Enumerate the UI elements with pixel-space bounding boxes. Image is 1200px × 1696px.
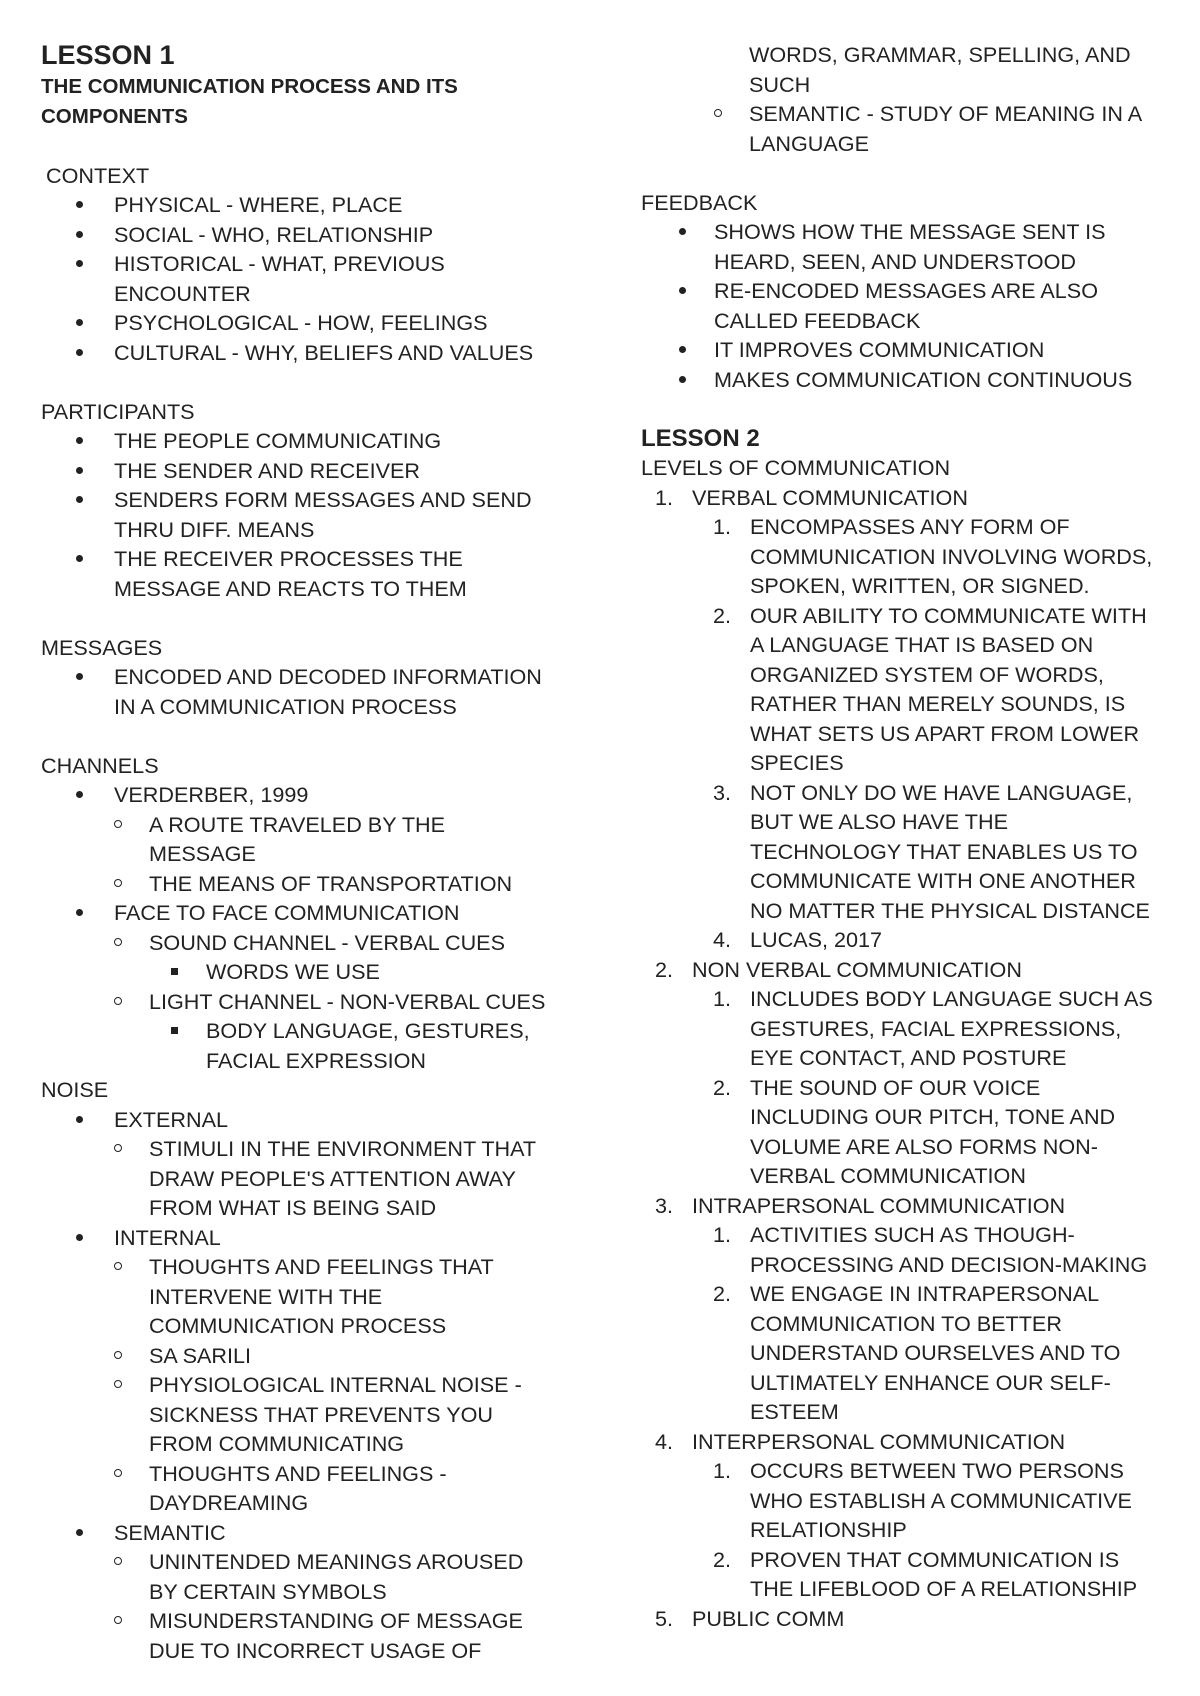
list-item: SOUND CHANNEL - VERBAL CUES (41, 928, 601, 958)
list-item: ENCODED AND DECODED INFORMATION (41, 662, 601, 692)
circle-bullet-icon (114, 1469, 122, 1477)
list-item-continuation: MESSAGE (149, 841, 256, 866)
list-item-continuation: SPECIES (750, 750, 844, 775)
list-item-continuation: COMMUNICATE WITH ONE ANOTHER (750, 868, 1136, 893)
list-item: HISTORICAL - WHAT, PREVIOUS (41, 249, 601, 279)
bullet-icon (76, 201, 83, 208)
list-item: MISUNDERSTANDING OF MESSAGE (41, 1606, 601, 1636)
list-item-continuation: VOLUME ARE ALSO FORMS NON- (750, 1133, 1098, 1159)
bullet-icon (679, 346, 686, 353)
list-item: SHOWS HOW THE MESSAGE SENT IS (641, 217, 1181, 247)
list-item-continuation: FACIAL EXPRESSION (206, 1047, 427, 1073)
circle-bullet-icon (114, 1351, 122, 1359)
noise-heading: NOISE (41, 1077, 109, 1102)
list-item: A ROUTE TRAVELED BY THE (41, 810, 601, 840)
list-item: BODY LANGUAGE, GESTURES, (41, 1016, 601, 1046)
list-item: CULTURAL - WHY, BELIEFS AND VALUES (41, 338, 601, 368)
list-item-continuation: GESTURES, FACIAL EXPRESSIONS, (750, 1015, 1122, 1041)
list-item: WORDS WE USE (41, 957, 601, 987)
messages-heading: MESSAGES (41, 634, 163, 660)
list-item: MAKES COMMUNICATION CONTINUOUS (641, 365, 1181, 395)
circle-bullet-icon (114, 997, 122, 1005)
list-item-continuation: COMMUNICATION INVOLVING WORDS, (750, 543, 1153, 569)
list-item: UNINTENDED MEANINGS AROUSED (41, 1547, 601, 1577)
circle-bullet-icon (114, 1380, 122, 1388)
bullet-icon (76, 231, 83, 238)
list-item-continuation: WHO ESTABLISH A COMMUNICATIVE (750, 1487, 1132, 1513)
list-item: INTERNAL (41, 1223, 601, 1253)
circle-bullet-icon (114, 879, 122, 887)
list-item-continuation: RATHER THAN MERELY SOUNDS, IS (750, 691, 1126, 716)
numbered-item: 2. NON VERBAL COMMUNICATION (655, 956, 1022, 982)
list-item: SOCIAL - WHO, RELATIONSHIP (41, 220, 601, 250)
list-item-continuation: WHAT SETS US APART FROM LOWER (750, 720, 1140, 746)
numbered-subitem: 1. INCLUDES BODY LANGUAGE SUCH AS (713, 986, 1153, 1011)
bullet-icon (76, 1234, 83, 1241)
list-item-continuation: ORGANIZED SYSTEM OF WORDS, (750, 661, 1104, 687)
list-item-continuation: SPOKEN, WRITTEN, OR SIGNED. (750, 573, 1090, 598)
list-item-continuation: TECHNOLOGY THAT ENABLES US TO (750, 838, 1138, 864)
list-item: THE MEANS OF TRANSPORTATION (41, 869, 601, 899)
circle-bullet-icon (114, 938, 122, 946)
lesson-1-subtitle-line-1: THE COMMUNICATION PROCESS AND ITS (41, 75, 458, 98)
list-item: EXTERNAL (41, 1105, 601, 1135)
list-item: PHYSICAL - WHERE, PLACE (41, 190, 601, 220)
bullet-icon (76, 437, 83, 444)
list-item: VERDERBER, 1999 (41, 780, 601, 810)
bullet-icon (76, 496, 83, 503)
list-item-continuation: FROM WHAT IS BEING SAID (149, 1195, 437, 1220)
numbered-subitem: 4. LUCAS, 2017 (713, 927, 883, 952)
bullet-icon (679, 287, 686, 294)
list-item-continuation: RELATIONSHIP (750, 1517, 907, 1542)
list-item-continuation: PROCESSING AND DECISION-MAKING (750, 1251, 1148, 1277)
list-item: IT IMPROVES COMMUNICATION (641, 335, 1181, 365)
bullet-icon (679, 228, 686, 235)
bullet-icon (76, 467, 83, 474)
list-item-continuation: ESTEEM (750, 1399, 839, 1424)
bullet-icon (76, 555, 83, 562)
list-item: FACE TO FACE COMMUNICATION (41, 898, 601, 928)
right-column (641, 40, 1181, 1633)
bullet-icon (76, 349, 83, 356)
list-item-continuation: WORDS, GRAMMAR, SPELLING, AND (749, 42, 1131, 67)
bullet-icon (76, 1529, 83, 1536)
list-item-continuation: COMMUNICATION TO BETTER (750, 1310, 1062, 1336)
participants-heading: PARTICIPANTS (41, 398, 195, 424)
circle-bullet-icon (114, 1144, 122, 1152)
list-item-continuation: IN A COMMUNICATION PROCESS (114, 693, 457, 719)
list-item-continuation: UNDERSTAND OURSELVES AND TO (750, 1340, 1121, 1365)
list-item-continuation: ULTIMATELY ENHANCE OUR SELF- (750, 1369, 1111, 1395)
list-item-continuation: SICKNESS THAT PREVENTS YOU (149, 1401, 493, 1427)
numbered-subitem: 1. ACTIVITIES SUCH AS THOUGH- (713, 1222, 1075, 1247)
lesson-1-subtitle-line-2: COMPONENTS (41, 104, 188, 128)
list-item: THE SENDER AND RECEIVER (41, 456, 601, 486)
list-item-continuation: VERBAL COMMUNICATION (750, 1163, 1026, 1188)
numbered-item: 1. VERBAL COMMUNICATION (655, 484, 968, 510)
list-item: THE RECEIVER PROCESSES THE (41, 544, 601, 574)
list-item: SENDERS FORM MESSAGES AND SEND (41, 485, 601, 515)
bullet-icon (679, 376, 686, 383)
bullet-icon (76, 909, 83, 916)
list-item-continuation: SUCH (749, 71, 811, 97)
bullet-icon (76, 1116, 83, 1123)
list-item-continuation: DAYDREAMING (149, 1490, 309, 1515)
list-item: PHYSIOLOGICAL INTERNAL NOISE - (41, 1370, 601, 1400)
list-item: PSYCHOLOGICAL - HOW, FEELINGS (41, 308, 601, 338)
list-item: THOUGHTS AND FEELINGS - (41, 1459, 601, 1489)
lesson-2-title: LESSON 2 (641, 424, 760, 452)
circle-bullet-icon (114, 1616, 122, 1624)
numbered-subitem: 2. THE SOUND OF OUR VOICE (713, 1074, 1041, 1100)
list-item: RE-ENCODED MESSAGES ARE ALSO (641, 276, 1181, 306)
circle-bullet-icon (714, 109, 722, 117)
list-item-continuation: BUT WE ALSO HAVE THE (750, 809, 1008, 834)
numbered-subitem: 2. OUR ABILITY TO COMMUNICATE WITH (713, 602, 1147, 628)
numbered-item: 3. INTRAPERSONAL COMMUNICATION (655, 1192, 1066, 1218)
numbered-item: 5. PUBLIC COMM (655, 1605, 845, 1631)
list-item-continuation: HEARD, SEEN, AND UNDERSTOOD (714, 248, 1076, 274)
list-item-continuation: CALLED FEEDBACK (714, 307, 921, 333)
bullet-icon (76, 319, 83, 326)
numbered-subitem: 2. PROVEN THAT COMMUNICATION IS (713, 1546, 1120, 1572)
list-item-continuation: THE LIFEBLOOD OF A RELATIONSHIP (750, 1576, 1138, 1601)
list-item: SA SARILI (41, 1341, 601, 1371)
list-item-continuation: BY CERTAIN SYMBOLS (149, 1578, 387, 1604)
square-bullet-icon (171, 1027, 178, 1034)
bullet-icon (76, 260, 83, 267)
list-item-continuation: EYE CONTACT, AND POSTURE (750, 1045, 1067, 1070)
numbered-item: 4. INTERPERSONAL COMMUNICATION (655, 1428, 1066, 1454)
square-bullet-icon (171, 968, 178, 975)
list-item-continuation: A LANGUAGE THAT IS BASED ON (750, 632, 1094, 657)
list-item: STIMULI IN THE ENVIRONMENT THAT (41, 1134, 601, 1164)
context-heading: CONTEXT (46, 162, 150, 188)
list-item: THE PEOPLE COMMUNICATING (41, 426, 601, 456)
feedback-heading: FEEDBACK (641, 189, 758, 215)
circle-bullet-icon (114, 1557, 122, 1565)
bullet-icon (76, 791, 83, 798)
bullet-icon (76, 673, 83, 680)
list-item-continuation: INCLUDING OUR PITCH, TONE AND (750, 1104, 1116, 1129)
lesson-1-title: LESSON 1 (41, 40, 175, 70)
list-item: SEMANTIC - STUDY OF MEANING IN A (641, 99, 1181, 129)
list-item-continuation: INTERVENE WITH THE (149, 1283, 383, 1309)
circle-bullet-icon (114, 820, 122, 828)
list-item: LIGHT CHANNEL - NON-VERBAL CUES (41, 987, 601, 1017)
list-item-continuation: FROM COMMUNICATING (149, 1431, 405, 1456)
numbered-subitem: 1. ENCOMPASSES ANY FORM OF (713, 514, 1070, 539)
numbered-subitem: 1. OCCURS BETWEEN TWO PERSONS (713, 1458, 1124, 1483)
list-item-continuation: NO MATTER THE PHYSICAL DISTANCE (750, 897, 1150, 923)
list-item-continuation: MESSAGE AND REACTS TO THEM (114, 575, 467, 601)
left-column (41, 38, 601, 1665)
list-item-continuation: DRAW PEOPLE'S ATTENTION AWAY (149, 1165, 516, 1191)
list-item-continuation: COMMUNICATION PROCESS (149, 1313, 447, 1338)
list-item-continuation: THRU DIFF. MEANS (114, 516, 315, 542)
numbered-subitem: 3. NOT ONLY DO WE HAVE LANGUAGE, (713, 779, 1133, 805)
list-item-continuation: LANGUAGE (749, 130, 869, 156)
list-item: THOUGHTS AND FEELINGS THAT (41, 1252, 601, 1282)
circle-bullet-icon (114, 1262, 122, 1270)
list-item-continuation: DUE TO INCORRECT USAGE OF (149, 1637, 482, 1663)
levels-heading: LEVELS OF COMMUNICATION (641, 455, 951, 480)
list-item-continuation: ENCOUNTER (114, 280, 251, 306)
channels-heading: CHANNELS (41, 752, 159, 778)
numbered-subitem: 2. WE ENGAGE IN INTRAPERSONAL (713, 1281, 1100, 1306)
list-item: SEMANTIC (41, 1518, 601, 1548)
